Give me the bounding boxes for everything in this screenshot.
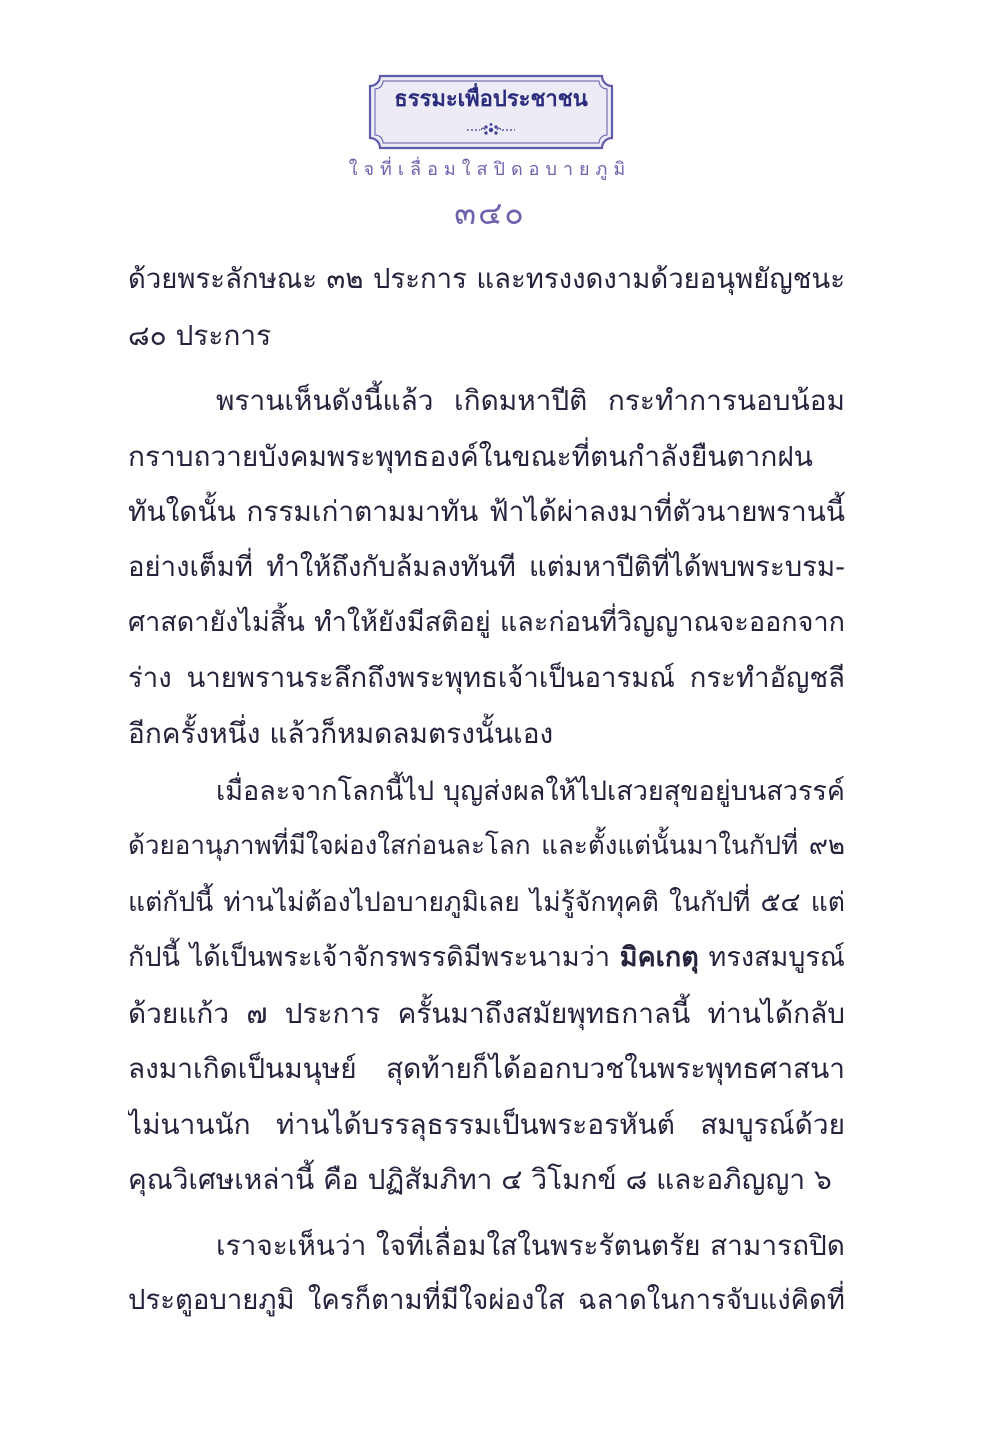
series-logo: [367, 73, 615, 151]
body-line: ไม่นานนัก ท่านได้บรรลุธรรมเป็นพระอรหันต์ สมบูรณ์ด้วย: [128, 1107, 845, 1141]
body-line: ลงมาเกิดเป็นมนุษย์ สุดท้ายก็ได้ออกบวชในพระพุทธศาสนา: [128, 1052, 845, 1085]
body-line: ด้วยแก้ว ๗ ประการ ครั้นมาถึงสมัยพุทธกาลนี้ ท่านได้กลับ: [128, 996, 845, 1030]
page-number: ๓๔๐: [454, 194, 526, 232]
body-text: [128, 252, 845, 1329]
body-line: ศาสดายังไม่สิ้น ทำให้ยังมีสติอยู่ และก่อนที่วิญญาณจะออกจาก: [128, 607, 845, 638]
body-line: พรานเห็นดังนี้แล้ว เกิดมหาปีติ กระทำการนอบน้อม: [216, 384, 845, 417]
body-line: เมื่อละจากโลกนี้ไป บุญส่งผลให้ไปเสวยสุขอยู่บนสวรรค์: [216, 775, 845, 807]
body-line: ทันใดนั้น กรรมเก่าตามมาทัน ฟ้าได้ผ่าลงมาที่ตัวนายพรานนี้: [128, 495, 845, 528]
body-line: แต่กัปนี้ ท่านไม่ต้องไปอบายภูมิเลย ไม่รู้จักทุคติ ในกัปที่ ๕๔ แต่: [128, 886, 845, 918]
body-line: ร่าง นายพรานระลึกถึงพระพุทธเจ้าเป็นอารมณ์ กระทำอัญชลี: [128, 661, 845, 694]
body-line: ประตูอบายภูมิ ใครก็ตามที่มีใจผ่องใส ฉลาดในการจับแง่คิดที่: [128, 1284, 845, 1316]
body-line: อย่างเต็มที่ ทำให้ถึงกับล้มลงทันที แต่มหาปีติที่ได้พบพระบรม-: [128, 550, 845, 583]
paragraph: [128, 252, 845, 363]
paragraph: [128, 1218, 845, 1329]
paragraph: [128, 373, 845, 762]
body-line: คุณวิเศษเหล่านี้ คือ ปฏิสัมภิทา ๔ วิโมกข์ ๘ และอภิญญา ๖: [128, 1163, 832, 1196]
body-line: เราจะเห็นว่า ใจที่เลื่อมใสในพระรัตนตรัย สามารถปิด: [216, 1228, 845, 1262]
text-segment: ทรงสมบูรณ์: [698, 942, 845, 973]
running-header-title: ใจที่เลื่อมใสปิดอบายภูมิ: [348, 159, 632, 180]
body-line: [128, 930, 845, 986]
text-segment: กัปนี้ ได้เป็นพระเจ้าจักรพรรดิมีพระนามว่า: [128, 942, 620, 973]
body-line: กราบถวายบังคมพระพุทธองค์ในขณะที่ตนกำลังยืนตากฝน: [128, 439, 813, 473]
body-line: ด้วยอานุภาพที่มีใจผ่องใสก่อนละโลก และตั้งแต่นั้นมาในกัปที่ ๙๒: [128, 831, 845, 861]
paragraph: [128, 764, 845, 1208]
emphasized-name: มิคเกตุ: [619, 942, 699, 973]
body-line: ด้วยพระลักษณะ ๓๒ ประการ และทรงงดงามด้วยอนุพยัญชนะ: [128, 263, 845, 295]
body-line: ๘๐ ประการ: [128, 318, 272, 352]
logo-title: ธรรมะเพื่อประชาชน: [394, 87, 588, 112]
body-line: อีกครั้งหนึ่ง แล้วก็หมดลมตรงนั้นเอง: [128, 717, 554, 750]
